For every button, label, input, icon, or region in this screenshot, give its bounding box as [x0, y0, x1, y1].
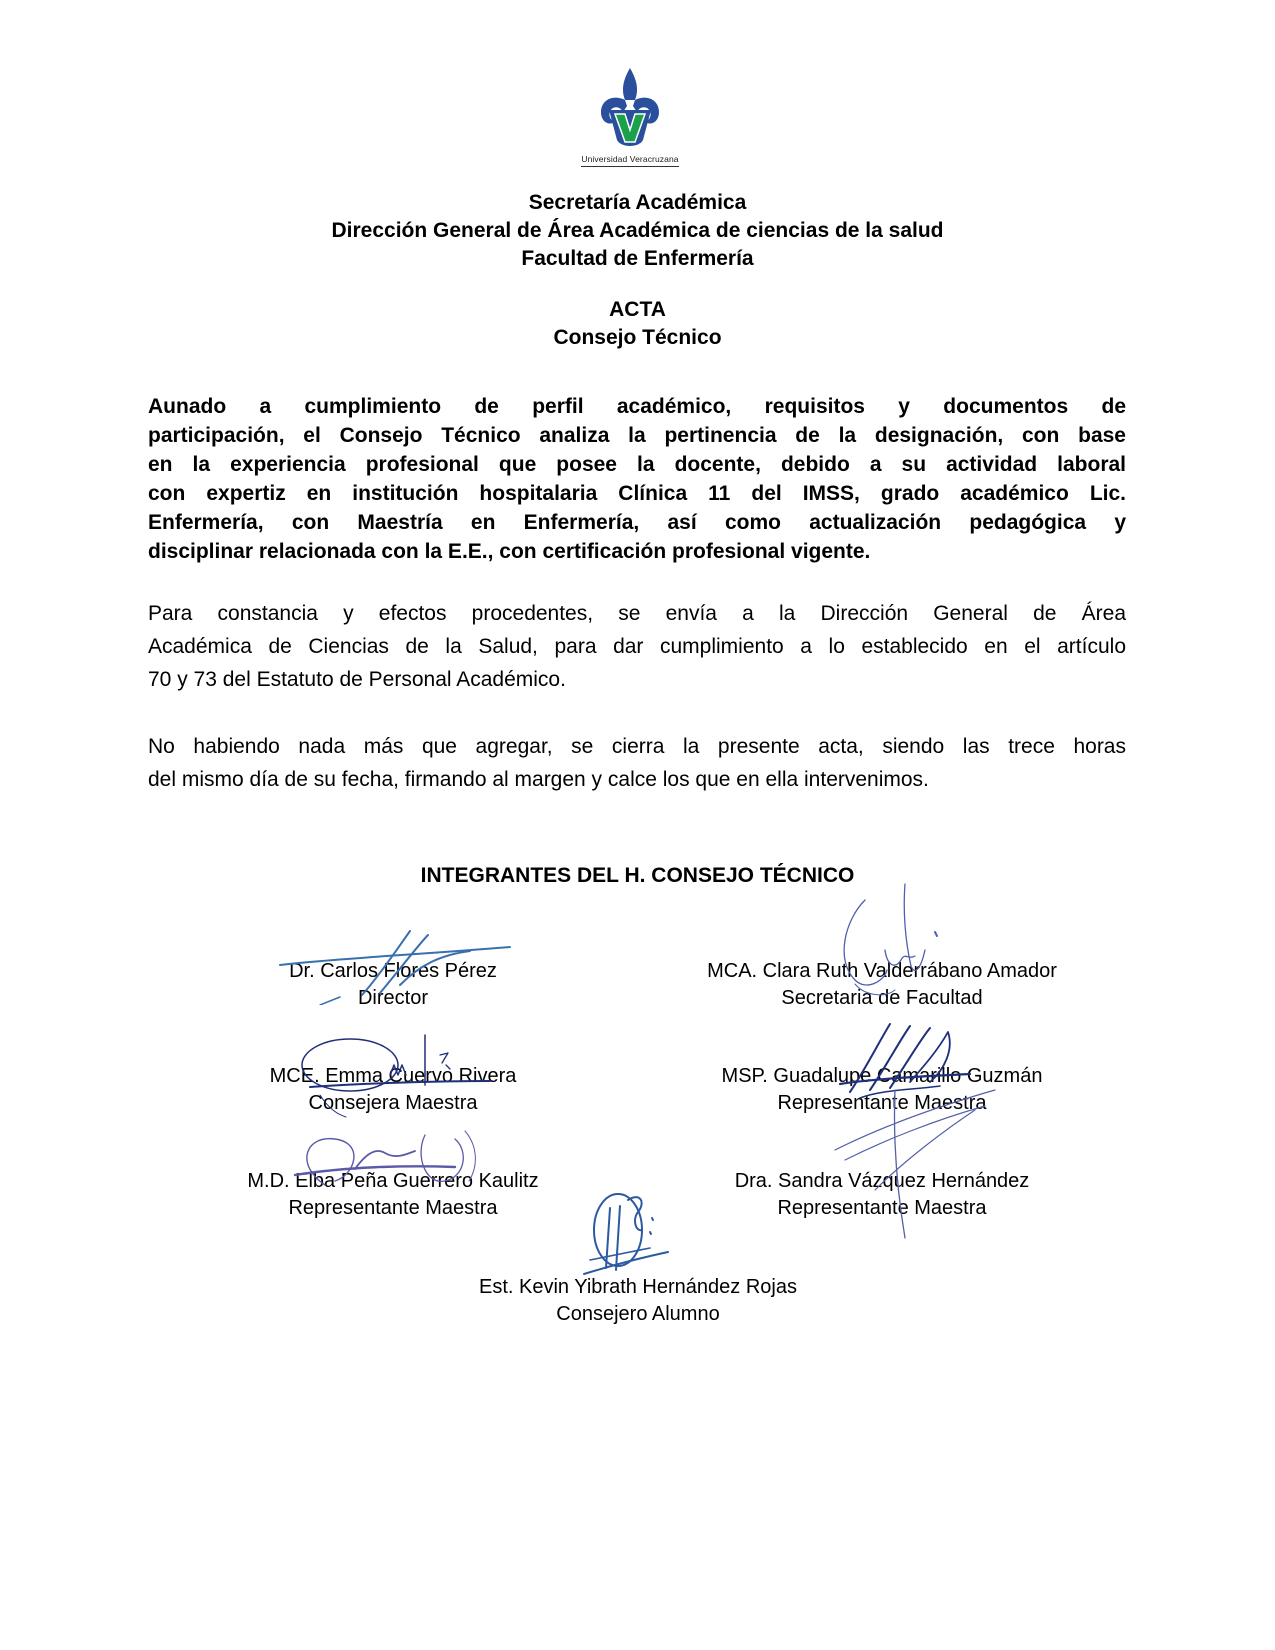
paragraph-closing: [148, 730, 1126, 796]
member-representante-2: [153, 1168, 633, 1222]
logo-underline: [581, 166, 679, 167]
header-line-facultad: Facultad de Enfermería: [521, 247, 754, 270]
member-name: Dra. Sandra Vázquez Hernández: [734, 1170, 1030, 1192]
member-representante-1: [642, 1063, 1122, 1117]
member-name: M.D. Elba Peña Guerrero Kaulitz: [247, 1170, 539, 1192]
document-title: [0, 296, 1275, 352]
paragraph-line: No habiendo nada más que agregar, se cierra la presente acta, siendo las trece horas: [148, 735, 1126, 758]
logo-caption: Universidad Veracruzana: [581, 154, 679, 164]
paragraph-line: Aunado a cumplimiento de perfil académico, requisitos y documentos de: [148, 395, 1126, 418]
paragraph-line: del mismo día de su fecha, firmando al margen y calce los que en ella intervenimos.: [148, 768, 929, 791]
university-logo: [575, 66, 685, 166]
members-title: INTEGRANTES DEL H. CONSEJO TÉCNICO: [420, 864, 855, 887]
member-name: MCA. Clara Ruth Valderrábano Amador: [707, 960, 1057, 982]
member-name: Dr. Carlos Flores Pérez: [289, 960, 497, 982]
member-name: Est. Kevin Yibrath Hernández Rojas: [479, 1276, 797, 1298]
member-role: Consejera Maestra: [308, 1092, 478, 1114]
doc-body: Consejo Técnico: [553, 326, 722, 349]
member-representante-3: [642, 1168, 1122, 1222]
member-secretaria: [642, 958, 1122, 1012]
doc-type: ACTA: [609, 298, 666, 321]
paragraph-line: Para constancia y efectos procedentes, se envía a la Dirección General de Área: [148, 602, 1126, 625]
paragraph-line: 70 y 73 del Estatuto de Personal Académico.: [148, 668, 566, 691]
member-director: [153, 958, 633, 1012]
paragraph-designation: [148, 392, 1126, 566]
paragraph-line: participación, el Consejo Técnico analiza la pertinencia de la designación, con base: [148, 424, 1126, 447]
header-line-direccion: Dirección General de Área Académica de ciencias de la salud: [331, 219, 944, 242]
member-role: Director: [357, 987, 428, 1009]
member-consejera: [153, 1063, 633, 1117]
member-role: Secretaria de Facultad: [781, 987, 983, 1009]
member-role: Consejero Alumno: [556, 1303, 720, 1325]
paragraph-line: en la experiencia profesional que posee la docente, debido a su actividad laboral: [148, 453, 1126, 476]
paragraph-constancia: [148, 597, 1126, 696]
paragraph-line: Académica de Ciencias de la Salud, para dar cumplimiento a lo establecido en el artículo: [148, 635, 1126, 658]
fleur-de-lis-logo-icon: [597, 66, 663, 152]
header-institution: [0, 189, 1275, 273]
header-line-secretaria: Secretaría Académica: [528, 191, 747, 214]
member-role: Representante Maestra: [288, 1197, 498, 1219]
member-alumno: [398, 1274, 878, 1328]
member-role: Representante Maestra: [777, 1197, 987, 1219]
member-name: MSP. Guadalupe Camarillo Guzmán: [721, 1065, 1043, 1087]
member-name: MCE. Emma Cuervo Rivera: [269, 1065, 517, 1087]
paragraph-line: Enfermería, con Maestría en Enfermería, así como actualización pedagógica y: [148, 511, 1126, 534]
paragraph-line: con expertiz en institución hospitalaria Clínica 11 del IMSS, grado académico Lic.: [148, 482, 1126, 505]
paragraph-line: disciplinar relacionada con la E.E., con certificación profesional vigente.: [148, 540, 871, 563]
member-role: Representante Maestra: [777, 1092, 987, 1114]
